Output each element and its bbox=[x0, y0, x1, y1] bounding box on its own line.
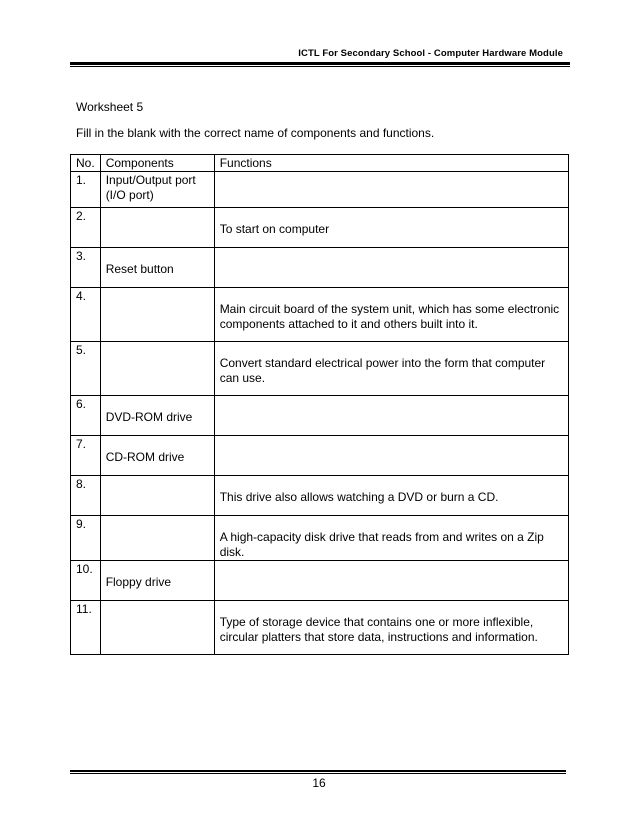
function-cell[interactable] bbox=[214, 208, 568, 248]
no-cell bbox=[71, 436, 101, 476]
header-functions: Functions bbox=[214, 155, 568, 172]
function-cell[interactable] bbox=[214, 342, 568, 396]
no-cell-text: 2. bbox=[76, 209, 87, 223]
no-cell-text: 4. bbox=[76, 289, 87, 303]
table-row bbox=[71, 172, 569, 208]
no-cell bbox=[71, 396, 101, 436]
no-cell-text: 11. bbox=[76, 602, 92, 616]
function-cell[interactable] bbox=[214, 248, 568, 288]
function-cell-text: Main circuit board of the system unit, which has some electronic components attached to it and others built into it. bbox=[219, 302, 560, 331]
page-number: 16 bbox=[312, 776, 326, 790]
function-cell[interactable] bbox=[214, 436, 568, 476]
no-cell bbox=[71, 248, 101, 288]
component-cell-text: CD-ROM drive bbox=[105, 450, 185, 464]
worksheet-instruction: Fill in the blank with the correct name of components and functions. bbox=[76, 126, 435, 140]
header-no: No. bbox=[71, 155, 101, 172]
header-rule bbox=[70, 62, 570, 65]
table-row bbox=[71, 516, 569, 561]
component-cell[interactable] bbox=[100, 396, 214, 436]
function-cell-text: Type of storage device that contains one or more inflexible, circular platters that store data, instructions and information. bbox=[219, 615, 538, 644]
no-cell-text: 8. bbox=[76, 477, 87, 491]
component-cell[interactable] bbox=[100, 288, 214, 342]
component-cell-text: Input/Output port (I/O port) bbox=[105, 173, 196, 202]
no-cell bbox=[71, 516, 101, 561]
no-cell bbox=[71, 288, 101, 342]
table-row bbox=[71, 561, 569, 601]
no-cell-text: 7. bbox=[76, 437, 87, 451]
component-cell[interactable] bbox=[100, 208, 214, 248]
function-cell[interactable] bbox=[214, 516, 568, 561]
worksheet-table bbox=[70, 154, 569, 655]
no-cell-text: 5. bbox=[76, 343, 87, 357]
component-cell-text: Floppy drive bbox=[105, 575, 172, 589]
function-cell[interactable] bbox=[214, 476, 568, 516]
no-cell bbox=[71, 172, 101, 208]
header-title: ICTL For Secondary School - Computer Hardware Module bbox=[298, 48, 563, 59]
no-cell bbox=[71, 476, 101, 516]
component-cell-text: DVD-ROM drive bbox=[105, 410, 193, 424]
function-cell-text: A high-capacity disk drive that reads from and writes on a Zip disk. bbox=[219, 530, 544, 559]
function-cell[interactable] bbox=[214, 288, 568, 342]
component-cell[interactable] bbox=[100, 436, 214, 476]
header-rule-thin bbox=[70, 66, 570, 67]
function-cell-text: Convert standard electrical power into the form that computer can use. bbox=[219, 356, 546, 385]
table-row bbox=[71, 476, 569, 516]
no-cell-text: 10. bbox=[76, 562, 93, 576]
table-row bbox=[71, 342, 569, 396]
no-cell bbox=[71, 601, 101, 655]
component-cell[interactable] bbox=[100, 561, 214, 601]
no-cell-text: 9. bbox=[76, 517, 87, 531]
no-cell-text: 6. bbox=[76, 397, 87, 411]
component-cell[interactable] bbox=[100, 601, 214, 655]
no-cell-text: 1. bbox=[76, 173, 87, 187]
table-row bbox=[71, 288, 569, 342]
component-cell[interactable] bbox=[100, 172, 214, 208]
footer-rule bbox=[70, 770, 566, 772]
component-cell-text: Reset button bbox=[105, 262, 174, 276]
component-cell[interactable] bbox=[100, 476, 214, 516]
component-cell[interactable] bbox=[100, 516, 214, 561]
no-cell bbox=[71, 208, 101, 248]
table-row bbox=[71, 601, 569, 655]
component-cell[interactable] bbox=[100, 248, 214, 288]
table-row bbox=[71, 436, 569, 476]
function-cell[interactable] bbox=[214, 172, 568, 208]
header-components: Components bbox=[100, 155, 214, 172]
footer-rule-thin bbox=[70, 773, 566, 774]
function-cell[interactable] bbox=[214, 601, 568, 655]
function-cell-text: This drive also allows watching a DVD or burn a CD. bbox=[219, 490, 499, 504]
no-cell bbox=[71, 561, 101, 601]
no-cell-text: 3. bbox=[76, 249, 87, 263]
worksheet-title: Worksheet 5 bbox=[76, 100, 144, 114]
function-cell-text: To start on computer bbox=[219, 222, 330, 236]
function-cell[interactable] bbox=[214, 396, 568, 436]
no-cell bbox=[71, 342, 101, 396]
table-row bbox=[71, 208, 569, 248]
table-header-row bbox=[71, 155, 569, 172]
table-row bbox=[71, 396, 569, 436]
table-row bbox=[71, 248, 569, 288]
component-cell[interactable] bbox=[100, 342, 214, 396]
function-cell[interactable] bbox=[214, 561, 568, 601]
